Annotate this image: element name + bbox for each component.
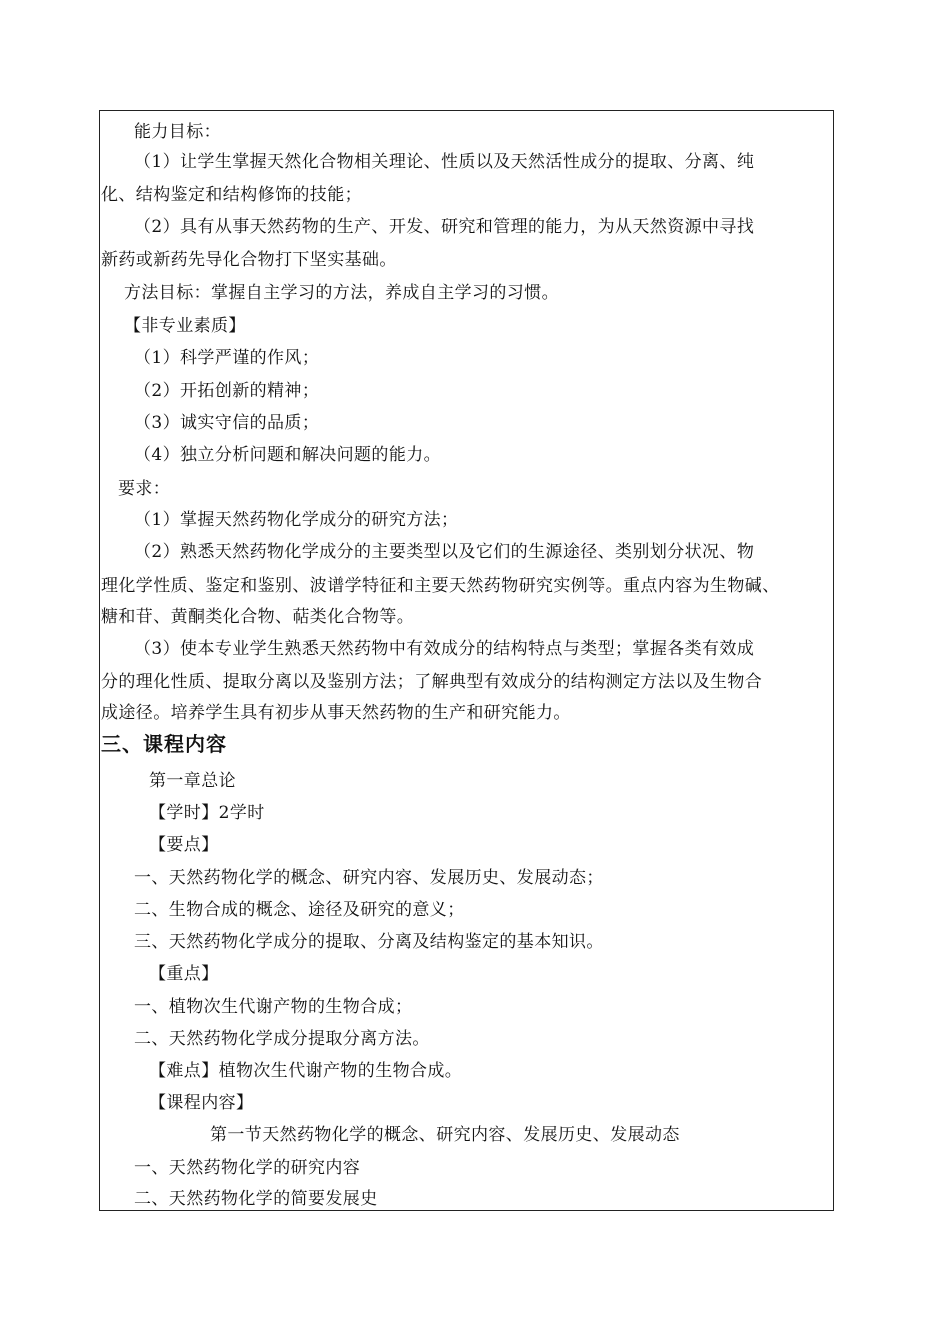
requirement-item-3: （3）使本专业学生熟悉天然药物中有效成分的结构特点与类型；掌握各类有效成 (134, 639, 755, 659)
requirement-item-2: （2）熟悉天然药物化学成分的主要类型以及它们的生源途径、类别划分状况、物 (134, 542, 755, 562)
non-professional-item-1: （1）科学严谨的作风； (134, 348, 320, 368)
non-professional-item-2: （2）开拓创新的精神； (134, 381, 320, 401)
requirement-item-2-cont-1: 理化学性质、鉴定和鉴别、波谱学特征和主要天然药物研究实例等。重点内容为生物碱、 (101, 576, 780, 596)
section-1-item-1: 一、天然药物化学的研究内容 (134, 1158, 361, 1178)
key-points-heading: 【要点】 (149, 835, 219, 855)
key-point-3: 三、天然药物化学成分的提取、分离及结构鉴定的基本知识。 (134, 932, 604, 952)
ability-goal-label: 能力目标： (134, 122, 221, 142)
course-content-heading: 【课程内容】 (149, 1093, 254, 1113)
key-point-1: 一、天然药物化学的概念、研究内容、发展历史、发展动态； (134, 868, 604, 888)
class-hours: 【学时】2学时 (149, 803, 265, 823)
difficulty: 【难点】植物次生代谢产物的生物合成。 (149, 1061, 463, 1081)
requirement-item-2-cont-2: 糖和苷、黄酮类化合物、萜类化合物等。 (101, 607, 415, 627)
method-goal: 方法目标：掌握自主学习的方法，养成自主学习的习惯。 (124, 283, 559, 303)
focus-heading: 【重点】 (149, 964, 219, 984)
ability-goal-item-2: （2）具有从事天然药物的生产、开发、研究和管理的能力，为从天然资源中寻找 (134, 217, 755, 237)
focus-item-1: 一、植物次生代谢产物的生物合成； (134, 997, 413, 1017)
ability-goal-item-1-cont: 化、结构鉴定和结构修饰的技能； (101, 185, 362, 205)
key-point-2: 二、生物合成的概念、途径及研究的意义； (134, 900, 465, 920)
requirements-label: 要求： (118, 479, 171, 499)
section-1-title: 第一节天然药物化学的概念、研究内容、发展历史、发展动态 (210, 1125, 680, 1145)
ability-goal-item-2-cont: 新药或新药先导化合物打下坚实基础。 (101, 250, 397, 270)
section-heading-course-content: 三、课程内容 (101, 732, 227, 756)
non-professional-heading: 【非专业素质】 (124, 316, 246, 336)
requirement-item-3-cont-1: 分的理化性质、提取分离以及鉴别方法；了解典型有效成分的结构测定方法以及生物合 (101, 672, 763, 692)
requirement-item-3-cont-2: 成途径。培养学生具有初步从事天然药物的生产和研究能力。 (101, 703, 571, 723)
section-1-item-2: 二、天然药物化学的简要发展史 (134, 1189, 378, 1209)
chapter-title: 第一章总论 (149, 771, 236, 791)
non-professional-item-3: （3）诚实守信的品质； (134, 413, 320, 433)
non-professional-item-4: （4）独立分析问题和解决问题的能力。 (134, 445, 442, 465)
ability-goal-item-1: （1）让学生掌握天然化合物相关理论、性质以及天然活性成分的提取、分离、纯 (134, 152, 755, 172)
requirement-item-1: （1）掌握天然药物化学成分的研究方法； (134, 510, 459, 530)
focus-item-2: 二、天然药物化学成分提取分离方法。 (134, 1029, 430, 1049)
